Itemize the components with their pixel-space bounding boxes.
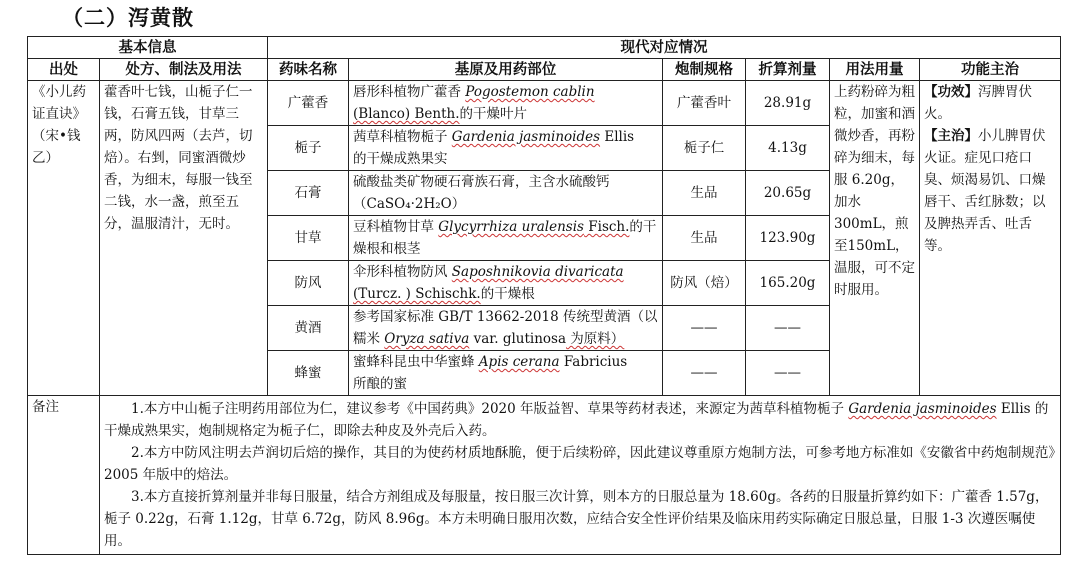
header-dose: 折算剂量: [746, 59, 830, 81]
herb-base: 参考国家标准 GB/T 13662-2018 传统型黄酒（以糯米 Oryza sativa var. glutinosa 为原料）: [349, 306, 663, 351]
formula-table: [27, 36, 1061, 555]
herb-name: 蜂蜜: [268, 351, 349, 396]
herb-dose: 20.65g: [746, 171, 830, 216]
herb-dose: 28.91g: [746, 81, 830, 126]
remarks-cell: [100, 396, 1061, 555]
function-effect: 泻脾胃伏火。: [924, 84, 1032, 122]
page-title: （二）泻黄散: [62, 5, 194, 30]
herb-base: 蜜蜂科昆虫中华蜜蜂 Apis cerana Fabricius 所酿的蜜: [349, 351, 663, 396]
usage-cell: [830, 81, 920, 396]
herb-processing: 防风（焙）: [663, 261, 746, 306]
herb-processing: 广藿香叶: [663, 81, 746, 126]
header-herb-name: 药味名称: [268, 59, 349, 81]
remark-1: 1.本方中山栀子注明药用部位为仁，建议参考《中国药典》2020 年版益智、草果等药材表述，来源定为茜草科植物栀子 Gardenia jasminoides Ellis 的干燥成熟果实，炮制规格定为栀子仁，即除去种皮及外壳后入药。: [104, 401, 1049, 439]
header-function: 功能主治: [920, 59, 1061, 81]
remarks-label: 备注: [28, 396, 100, 555]
source-cell: [28, 81, 100, 396]
herb-dose: ——: [746, 306, 830, 351]
herb-name: 石膏: [268, 171, 349, 216]
herb-base: 伞形科植物防风 Saposhnikovia divaricata (Turcz. ) Schischk.的干燥根: [349, 261, 663, 306]
prescription-text: 藿香叶七钱，山栀子仁一钱，石膏五钱，甘草三两，防风四两（去芦，切焙）。右剉，同蜜酒微炒香，为细末，每服一钱至二钱，水一盏，煎至五分，温服清汁，无时。: [104, 84, 253, 232]
function-cell: 【功效】泻脾胃伏火。 【主治】小儿脾胃伏火证。症见口疮口臭、烦渴易饥、口燥唇干、舌红脉数；以及脾热弄舌、吐舌等。: [920, 81, 1061, 396]
herb-processing: ——: [663, 306, 746, 351]
herb-name: 栀子: [268, 126, 349, 171]
herb-dose: ——: [746, 351, 830, 396]
header-processing: 炮制规格: [663, 59, 746, 81]
prescription-cell: [100, 81, 268, 396]
header-basic-info: 基本信息: [28, 37, 268, 59]
header-modern: 现代对应情况: [268, 37, 1061, 59]
source-text: 《小儿药证直诀》（宋•钱乙）: [32, 84, 86, 166]
herb-dose: 123.90g: [746, 216, 830, 261]
herb-processing: ——: [663, 351, 746, 396]
herb-base: 茜草科植物栀子 Gardenia jasminoides Ellis 的干燥成熟果实: [349, 126, 663, 171]
herb-base: 豆科植物甘草 Glycyrrhiza uralensis Fisch.的干燥根和根茎: [349, 216, 663, 261]
herb-dose: 165.20g: [746, 261, 830, 306]
herb-name: 黄酒: [268, 306, 349, 351]
herb-processing: 生品: [663, 171, 746, 216]
herb-name: 广藿香: [268, 81, 349, 126]
herb-base: 硫酸盐类矿物硬石膏族石膏，主含水硫酸钙（CaSO₄·2H₂O）: [349, 171, 663, 216]
herb-name: 甘草: [268, 216, 349, 261]
function-main: 小儿脾胃伏火证。症见口疮口臭、烦渴易饥、口燥唇干、舌红脉数；以及脾热弄舌、吐舌等。: [924, 128, 1046, 254]
header-base-part: 基原及用药部位: [349, 59, 663, 81]
herb-processing: 栀子仁: [663, 126, 746, 171]
remark-3: 3.本方直接折算剂量并非每日服量，结合方剂组成及每服量，按日服三次计算，则本方的日服总量为 18.60g。各药的日服量折算约如下：广藿香 1.57g，栀子 0.22g，石膏 1.12g，甘草 6.72g，防风 8.96g。本方未明确日服用次数，应结合安全性评价结果及临床用药实际确定日服总量，日服 1-3 次遵医嘱使用。: [104, 489, 1049, 549]
header-source: 出处: [28, 59, 100, 81]
usage-text: 上药粉碎为粗粒，加蜜和酒微炒香，再粉碎为细末，每服 6.20g，加水 300mL，煎至150mL，温服，可不定时服用。: [834, 84, 915, 298]
remark-2: 2.本方中防风注明去芦润切后焙的操作，其目的为使药材质地酥脆，便于后续粉碎，因此建议尊重原方炮制方法，可参考地方标准如《安徽省中药炮制规范》2005 年版中的焙法。: [104, 445, 1056, 483]
header-prescription: 处方、制法及用法: [100, 59, 268, 81]
herb-processing: 生品: [663, 216, 746, 261]
herb-base: 唇形科植物广藿香 Pogostemon cablin (Blanco) Benth.的干燥叶片: [349, 81, 663, 126]
herb-dose: 4.13g: [746, 126, 830, 171]
herb-name: 防风: [268, 261, 349, 306]
header-usage: 用法用量: [830, 59, 920, 81]
